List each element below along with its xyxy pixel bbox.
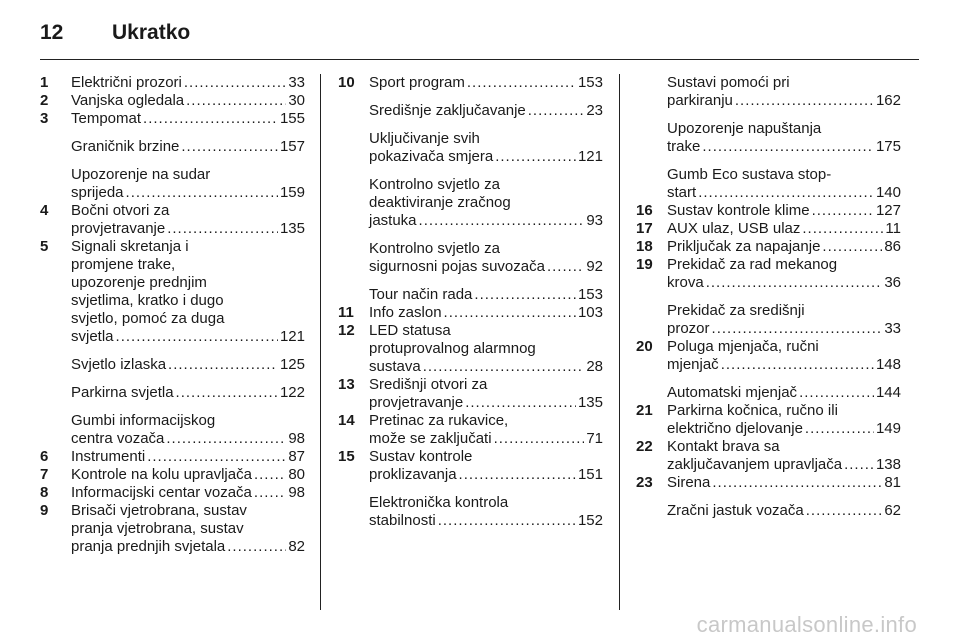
dot-leader (822, 238, 882, 256)
page-reference[interactable]: 103 (577, 304, 603, 321)
entry-label-line: trake (667, 138, 701, 155)
page-reference[interactable]: 138 (875, 456, 901, 473)
entry-label-line: Instrumenti (71, 448, 146, 465)
column-divider (619, 74, 620, 610)
entry-label-line: Gumbi informacijskog (71, 412, 216, 429)
index-entry[interactable] (636, 502, 901, 520)
index-entry[interactable] (636, 256, 901, 292)
index-entry[interactable] (636, 238, 901, 256)
entry-number: 22 (636, 438, 653, 455)
entry-label-line: sustava (369, 358, 421, 375)
index-entry[interactable] (338, 376, 603, 412)
entry-number: 5 (40, 238, 49, 255)
index-entry[interactable] (338, 74, 603, 92)
dot-leader (802, 220, 883, 238)
index-column-1 (40, 74, 305, 556)
entry-label-line: proklizavanja (369, 466, 457, 483)
entry-label-line: deaktiviranje zračnog (369, 194, 511, 211)
dot-leader (806, 502, 883, 520)
page-reference[interactable]: 33 (288, 74, 305, 91)
index-entry[interactable] (40, 412, 305, 448)
entry-label-line: krova (667, 274, 704, 291)
entry-label-line: Kontrole na kolu upravljača (71, 466, 252, 483)
page-reference[interactable]: 28 (586, 358, 603, 375)
entry-label-line: zaključavanjem upravljača (667, 456, 843, 473)
entry-number: 20 (636, 338, 653, 355)
header-divider (40, 59, 919, 60)
entry-label-line: Parkirna kočnica, ručno ili (667, 402, 838, 419)
entry-label-line: pranja prednjih svjetala (71, 538, 226, 555)
entry-number: 1 (40, 74, 49, 91)
index-entry[interactable] (636, 474, 901, 492)
entry-number: 9 (40, 502, 49, 519)
index-entry[interactable] (40, 238, 305, 346)
index-entry[interactable] (40, 110, 305, 128)
entry-number: 3 (40, 110, 49, 127)
entry-label-line: pranja vjetrobrana, sustav (71, 520, 244, 537)
entry-label-line: Priključak za napajanje (667, 238, 821, 255)
entry-number: 16 (636, 202, 653, 219)
entry-label-line: Bočni otvori za (71, 202, 170, 219)
page-reference[interactable]: 149 (875, 420, 901, 437)
page-reference[interactable]: 153 (577, 286, 603, 303)
page-reference[interactable]: 81 (884, 474, 901, 491)
entry-label-line: Parkirna svjetla (71, 384, 174, 401)
page-reference[interactable]: 36 (884, 274, 901, 291)
entry-label-line: Svjetlo izlaska (71, 356, 167, 373)
index-entry[interactable] (40, 202, 305, 238)
entry-number: 4 (40, 202, 49, 219)
page-reference[interactable]: 87 (288, 448, 305, 465)
dot-leader (698, 184, 874, 202)
index-entry[interactable] (40, 166, 305, 202)
entry-label-line: Sirena (667, 474, 711, 491)
entry-label-line: promjene trake, (71, 256, 176, 273)
page-reference[interactable]: 151 (577, 466, 603, 483)
dot-leader (465, 394, 576, 412)
dot-leader (176, 384, 278, 402)
entry-label-line: Info zaslon (369, 304, 442, 321)
page-reference[interactable]: 175 (875, 138, 901, 155)
entry-number: 12 (338, 322, 355, 339)
entry-number: 23 (636, 474, 653, 491)
index-entry[interactable] (40, 356, 305, 374)
dot-leader (143, 110, 278, 128)
entry-label-line: Automatski mjenjač (667, 384, 798, 401)
entry-label-line: Tempomat (71, 110, 142, 127)
index-entry[interactable] (40, 384, 305, 402)
entry-number: 15 (338, 448, 355, 465)
dot-leader (116, 328, 278, 346)
entry-number: 21 (636, 402, 653, 419)
page-reference[interactable]: 159 (279, 184, 305, 201)
page-reference[interactable]: 33 (884, 320, 901, 337)
dot-leader (805, 420, 874, 438)
index-entry[interactable] (636, 302, 901, 338)
entry-label-line: prozor (667, 320, 710, 337)
page-reference[interactable]: 93 (586, 212, 603, 229)
entry-number: 19 (636, 256, 653, 273)
entry-label-line: sigurnosni pojas suvozača (369, 258, 545, 275)
entry-number: 10 (338, 74, 355, 91)
index-entry[interactable] (338, 286, 603, 304)
dot-leader (467, 74, 576, 92)
dot-leader (444, 304, 576, 322)
index-entry[interactable] (338, 304, 603, 322)
dot-leader (702, 138, 874, 156)
page-reference[interactable]: 140 (875, 184, 901, 201)
index-entry[interactable] (636, 120, 901, 156)
index-column-2 (338, 74, 603, 530)
dot-leader (474, 286, 576, 304)
entry-label-line: Prekidač za rad mekanog (667, 256, 838, 273)
page-reference[interactable]: 30 (288, 92, 305, 109)
page-reference[interactable]: 155 (279, 110, 305, 127)
entry-label-line: AUX ulaz, USB ulaz (667, 220, 801, 237)
index-entry[interactable] (636, 74, 901, 110)
entry-number: 2 (40, 92, 49, 109)
index-entry[interactable] (40, 448, 305, 466)
entry-label-line: Gumb Eco sustava stop- (667, 166, 832, 183)
entry-label-line: svjetlima, kratko i dugo (71, 292, 224, 309)
entry-label-line: Upozorenje napuštanja (667, 120, 822, 137)
entry-label-line: protuprovalnog alarmnog (369, 340, 536, 357)
index-entry[interactable] (636, 438, 901, 474)
entry-label-line: Vanjska ogledala (71, 92, 185, 109)
index-entry[interactable] (338, 240, 603, 276)
index-entry[interactable] (636, 384, 901, 402)
page-reference[interactable]: 71 (586, 430, 603, 447)
index-entry[interactable] (636, 220, 901, 238)
index-entry[interactable] (40, 502, 305, 556)
entry-number: 11 (338, 304, 354, 321)
dot-leader (254, 484, 286, 502)
dot-leader (254, 466, 286, 484)
dot-leader (844, 456, 874, 474)
dot-leader (799, 384, 874, 402)
index-entry[interactable] (636, 202, 901, 220)
page-reference[interactable]: 92 (586, 258, 603, 275)
entry-label-line: Upozorenje na sudar (71, 166, 211, 183)
index-entry[interactable] (338, 448, 603, 484)
index-entry[interactable] (636, 166, 901, 202)
page-number: 12 (40, 21, 64, 44)
page-reference[interactable]: 121 (577, 148, 603, 165)
page-reference[interactable]: 98 (288, 484, 305, 501)
page-reference[interactable]: 148 (875, 356, 901, 373)
index-entry[interactable] (338, 176, 603, 230)
index-entry[interactable] (338, 412, 603, 448)
page-reference[interactable]: 98 (288, 430, 305, 447)
page-reference[interactable]: 144 (875, 384, 901, 401)
page-reference[interactable]: 152 (577, 512, 603, 529)
dot-leader (184, 74, 286, 92)
dot-leader (419, 212, 585, 230)
page-reference[interactable]: 122 (279, 384, 305, 401)
entry-number: 14 (338, 412, 355, 429)
index-entry[interactable] (338, 102, 603, 120)
dot-leader (423, 358, 585, 376)
entry-label-line: start (667, 184, 697, 201)
dot-leader (721, 356, 874, 374)
dot-leader (438, 512, 576, 530)
entry-label-line: Prekidač za središnji (667, 302, 805, 319)
entry-label-line: parkiranju (667, 92, 733, 109)
entry-label-line: Graničnik brzine (71, 138, 180, 155)
entry-label-line: Tour način rada (369, 286, 473, 303)
page-reference[interactable]: 62 (884, 502, 901, 519)
entry-label-line: Sustav kontrole (369, 448, 473, 465)
page-reference[interactable]: 86 (884, 238, 901, 255)
page-reference[interactable]: 127 (875, 202, 901, 219)
page-reference[interactable]: 80 (288, 466, 305, 483)
entry-label-line: provjetravanje (369, 394, 464, 411)
entry-label-line: sprijeda (71, 184, 124, 201)
index-entry[interactable] (40, 484, 305, 502)
entry-label-line: Sustavi pomoći pri (667, 74, 790, 91)
page-reference[interactable]: 121 (279, 328, 305, 345)
dot-leader (494, 430, 585, 448)
entry-label-line: Brisači vjetrobrana, sustav (71, 502, 247, 519)
dot-leader (166, 430, 286, 448)
entry-label-line: Središnji otvori za (369, 376, 488, 393)
entry-number: 18 (636, 238, 653, 255)
column-divider (320, 74, 321, 610)
page-reference[interactable]: 82 (288, 538, 305, 555)
index-entry[interactable] (40, 466, 305, 484)
entry-label-line: Sustav kontrole klime (667, 202, 810, 219)
dot-leader (712, 320, 883, 338)
page-title: Ukratko (112, 21, 191, 44)
page-reference[interactable]: 157 (279, 138, 305, 155)
page-reference[interactable]: 135 (279, 220, 305, 237)
dot-leader (712, 474, 882, 492)
index-entry[interactable] (636, 338, 901, 374)
entry-label-line: Kontakt brava sa (667, 438, 780, 455)
entry-label-line: Kontrolno svjetlo za (369, 176, 500, 193)
entry-label-line: mjenjač (667, 356, 719, 373)
dot-leader (547, 258, 584, 276)
entry-number: 7 (40, 466, 49, 483)
entry-label-line: Električni prozori (71, 74, 182, 91)
entry-label-line: Sport program (369, 74, 465, 91)
index-entry[interactable] (40, 74, 305, 92)
entry-label-line: Poluga mjenjača, ručni (667, 338, 819, 355)
entry-number: 13 (338, 376, 355, 393)
index-entry[interactable] (338, 494, 603, 530)
entry-label-line: provjetravanje (71, 220, 166, 237)
entry-label-line: Elektronička kontrola (369, 494, 509, 511)
dot-leader (459, 466, 576, 484)
entry-label-line: centra vozača (71, 430, 165, 447)
dot-leader (167, 220, 278, 238)
entry-label-line: svjetla (71, 328, 114, 345)
entry-label-line: jastuka (369, 212, 417, 229)
watermark-text: carmanualsonline.info (696, 612, 917, 637)
entry-label-line: Signali skretanja i (71, 238, 189, 255)
page-reference[interactable]: 135 (577, 394, 603, 411)
page-reference[interactable]: 153 (577, 74, 603, 91)
dot-leader (528, 102, 585, 120)
dot-leader (147, 448, 286, 466)
dot-leader (227, 538, 286, 556)
dot-leader (168, 356, 278, 374)
entry-label-line: stabilnosti (369, 512, 436, 529)
entry-label-line: Pretinac za rukavice, (369, 412, 509, 429)
entry-label-line: svjetlo, pomoć za duga (71, 310, 225, 327)
dot-leader (126, 184, 278, 202)
entry-label-line: Informacijski centar vozača (71, 484, 252, 501)
index-entry[interactable] (338, 322, 603, 376)
dot-leader (186, 92, 286, 110)
index-column-3 (636, 74, 901, 520)
page-reference[interactable]: 11 (885, 220, 901, 237)
entry-label-line: može se zaključati (369, 430, 492, 447)
page-reference[interactable]: 162 (875, 92, 901, 109)
entry-number: 6 (40, 448, 49, 465)
index-entry[interactable] (40, 138, 305, 156)
entry-label-line: Središnje zaključavanje (369, 102, 526, 119)
entry-label-line: električno djelovanje (667, 420, 803, 437)
entry-label-line: Kontrolno svjetlo za (369, 240, 500, 257)
index-entry[interactable] (636, 402, 901, 438)
dot-leader (735, 92, 874, 110)
index-entry[interactable] (40, 92, 305, 110)
entry-label-line: LED statusa (369, 322, 451, 339)
dot-leader (181, 138, 278, 156)
entry-label-line: Zračni jastuk vozača (667, 502, 804, 519)
entry-number: 17 (636, 220, 653, 237)
dot-leader (812, 202, 874, 220)
entry-label-line: pokazivača smjera (369, 148, 494, 165)
entry-number: 8 (40, 484, 49, 501)
page-reference[interactable]: 23 (586, 102, 603, 119)
page-header (40, 18, 190, 48)
entry-label-line: Uključivanje svih (369, 130, 480, 147)
dot-leader (706, 274, 883, 292)
index-entry[interactable] (338, 130, 603, 166)
page-reference[interactable]: 125 (279, 356, 305, 373)
entry-label-line: upozorenje prednjim (71, 274, 207, 291)
dot-leader (495, 148, 576, 166)
